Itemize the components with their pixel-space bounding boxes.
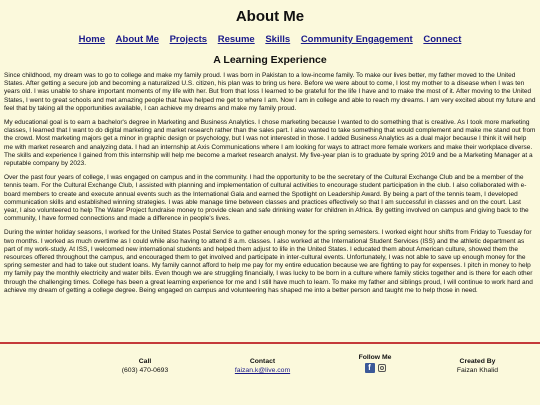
page-title: About Me [235, 8, 305, 25]
social-links [330, 363, 420, 373]
main-nav [0, 34, 540, 45]
section-heading: A Learning Experience [213, 54, 327, 66]
nav-skills[interactable]: Skills [265, 34, 291, 45]
footer-contact [210, 358, 315, 374]
nav-home[interactable]: Home [78, 34, 106, 45]
main-content [0, 72, 540, 295]
nav-projects[interactable]: Projects [169, 34, 208, 45]
paragraph: Since childhood, my dream was to go to college and make my family proud. I was born in Pakistan to a low-income family. To make our lives better, my father moved to the United States. After getting a secure job and becoming a naturalized U.S. citizen, his plan was to bring us here. Before we were about to come, I lost my mother to a disease when I was ten years old. I was unable to share important moments of my life with her. But from that loss I learned to be grateful for the life I have and to make the most of it. After moving to the United States, I went to great schools and met amazing people that have helped me get to where I am. Now I am in college and able to reach my dreams. I am very excited about my future and feel that by taking all the opportunities available, I can achieve my dreams and make my family proud. [4, 72, 536, 112]
nav-about-me[interactable]: About Me [115, 34, 159, 45]
footer [0, 350, 540, 405]
nav-connect[interactable]: Connect [423, 34, 462, 45]
footer-divider [0, 342, 540, 344]
paragraph: During the winter holiday seasons, I worked for the United States Postal Service to gather enough money for the spring semesters. I worked eight hour shifts from Friday to Tuesday for two months. I worked as much overtime as I could while also having to attend 8 a.m. classes. I also worked at the International Student Services (ISS) and the athletic department as part of my work-study. At ISS, I welcomed new international students and helped them adjust to life in the United States. I educated them about American culture, showed them the resources offered throughout the campus, and encouraged them to get involved and participate in inter-cultural events. Unfortunately, I was not able to save up enough money for the spring semester and had to take out student loans. My family cannot afford to help me pay for my entire education because we are fighting to pay for expenses. I pitch in money to help my family pay the monthly electricity and water bills. Even though we are struggling financially, I was lucky to be born in a culture where family sticks together and is there for each other through the challenging times. College has been a great learning experience for me and I still have much to learn. To make my father and siblings proud, I will continue to work hard and achieve my dream of getting a college degree. Being engaged on campus and volunteering has shaped me into a better person and taught me to help those in need. [4, 229, 533, 294]
instagram-icon[interactable] [378, 364, 386, 372]
paragraph: My educational goal is to earn a bachelor's degree in Marketing and Business Analytics. I chose marketing because I wanted to do something that is creative. As I took more marketing classes, I learned that I want to do digital marketing and market research rather than the sales part. I also wanted to take something that would complement and make me stand out from the crowd. Most marketing majors get a minor in graphic design or psychology, but I was not interested in those. I added Business Analytics as a dual major because I think it will help me with market research and analyzing data. I had an internship at Axis Communications where I am looking for ways to attract more female workers and make their workplace diverse. The skills and experience I gained from this internship will help me become a market research analyst. My five-year plan is to graduate by spring 2019 and be a Marketing Manager at a reputable company by 2023. [4, 119, 536, 168]
created-title: Created By [459, 358, 496, 365]
phone-number: (603) 470-0693 [121, 367, 169, 374]
follow-title: Follow Me [358, 354, 392, 361]
footer-call [95, 358, 195, 374]
call-title: Call [138, 358, 152, 365]
paragraph: Over the past four years of college, I was engaged on campus and in the community. I had the opportunity to be the secretary of the Cultural Exchange Club and be a member of the tennis team. For the Cultural Exchange Club, I assisted with planning and implementation of cultural activities to encourage student participation in the club. I also collaborated with e-board members to create and execute annual events such as the International Gala and earned the Spotlight on Leadership Award. By being a part of the tennis team, I developed communication skills and established winning strategies. I was able manage time between classes and practices effectively so that I am successful in classes and on the court. Last year, I also volunteered to help The Water Project fundraise money to provide clean and safe drinking water for children in Africa. By getting involved on campus and giving back to the community, I have formed connections and made a difference in people's lives. [4, 174, 529, 223]
email-link[interactable]: faizan.k@live.com [234, 367, 291, 374]
nav-community-engagement[interactable]: Community Engagement [300, 34, 413, 45]
nav-resume[interactable]: Resume [217, 34, 255, 45]
contact-title: Contact [249, 358, 276, 365]
footer-follow [330, 354, 420, 373]
footer-created [430, 358, 525, 374]
facebook-icon[interactable]: f [365, 363, 375, 373]
author-name: Faizan Khalid [456, 367, 499, 374]
